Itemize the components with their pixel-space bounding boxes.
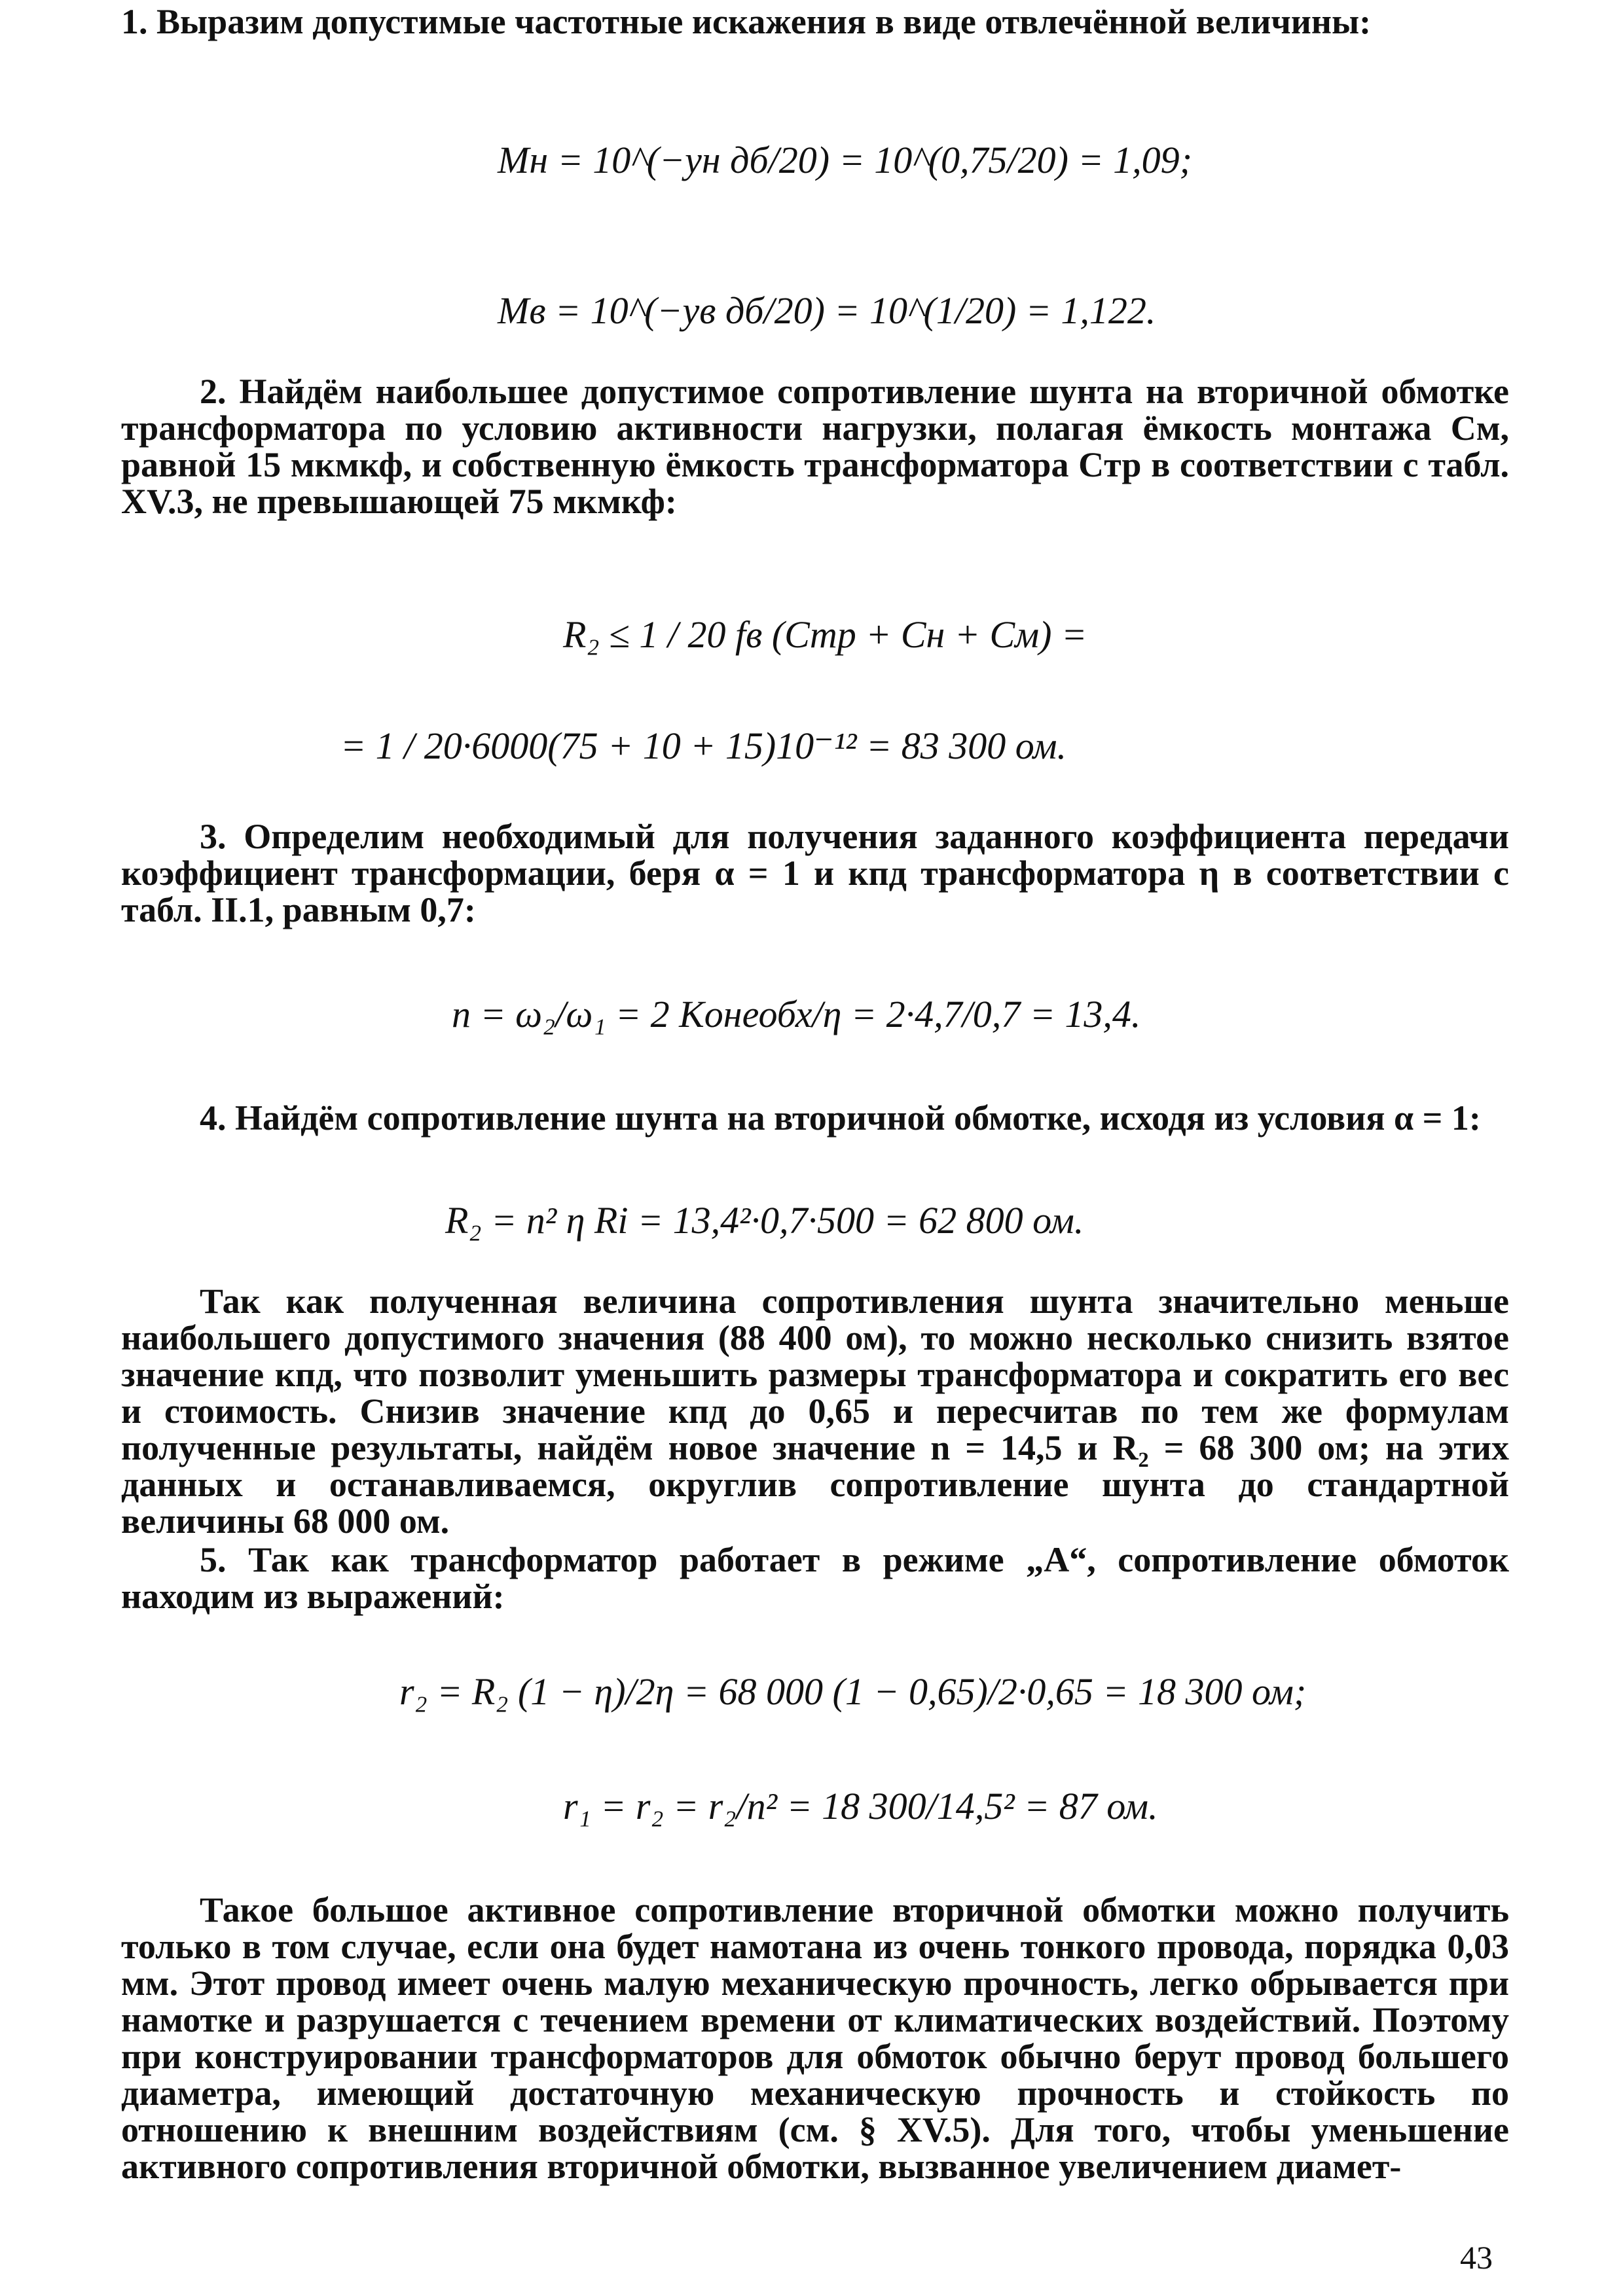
paragraph-7: Такое большое активное сопротивление вторичной обмотки можно получить только в том случае, если она будет намотана из очень тонкого провода, порядка 0,03 мм. Этот провод имеет очень малую механическую прочность, легко обрывается при намотке и разрушается с течением времени от климатических воздействий. Поэтому при конструировании трансформаторов для обмоток обычно берут провод большего диаметра, имеющий достаточную механическую прочность и стойкость по отношению к внешним воздействиям (см. § XV.5). Для того, чтобы уменьшение активного сопротивления вторичной обмотки, вызванное увеличением диамет- [121,1890,1509,2186]
formula-r2-max: R₂ ≤ 1 / 20 fв (Cтр + Cн + Cм) = [563,613,1087,656]
paragraph-3: 3. Определим необходимый для получения заданного коэффициента передачи коэффициент трансформации, беря α = 1 и кпд трансформатора η в соответствии с табл. II.1, равным 0,7: [121,817,1509,929]
paragraph-5: Так как полученная величина сопротивления шунта значительно меньше наибольшего допустимого значения (88 400 ом), то можно несколько снизить взятое значение кпд, что позволит уменьшить размеры трансформатора и сократить его вес и стоимость. Снизив значение кпд до 0,65 и пересчитав по тем же формулам полученные результаты, найдём новое значение n = 14,5 и R₂ = 68 300 ом; на этих данных и останавливаемся, округлив сопротивление шунта до стандартной величины 68 000 ом. [121,1282,1509,1541]
page-number: 43 [1460,2239,1493,2276]
formula-m-upper: Mв = 10^(−yв дб/20) = 10^(1/20) = 1,122. [498,289,1156,332]
formula-n: n = ω₂/ω₁ = 2 Kонеобх/η = 2·4,7/0,7 = 13,4. [452,993,1141,1035]
formula-m-lower: Mн = 10^(−yн дб/20) = 10^(0,75/20) = 1,09; [498,139,1192,181]
formula-r2-winding: r₂ = R₂ (1 − η)/2η = 68 000 (1 − 0,65)/2·0,65 = 18 300 ом; [399,1670,1307,1713]
formula-r2-value: = 1 / 20·6000(75 + 10 + 15)10⁻¹² = 83 300 ом. [340,725,1067,767]
paragraph-1: 1. Выразим допустимые частотные искажения в виде отвлечённой величины: [121,2,1372,41]
paragraph-2: 2. Найдём наибольшее допустимое сопротивление шунта на вторичной обмотке трансформатора по условию активности нагрузки, полагая ёмкость монтажа Cм, равной 15 мкмкф, и собственную ёмкость трансформатора Cтр в соответствии с табл. XV.3, не превышающей 75 мкмкф: [121,372,1509,521]
paragraph-4: 4. Найдём сопротивление шунта на вторичной обмотке, исходя из условия α = 1: [200,1098,1481,1138]
formula-r1-winding: r₁ = r₂ = r₂/n² = 18 300/14,5² = 87 ом. [563,1785,1158,1827]
paragraph-6: 5. Так как трансформатор работает в режиме „А“, сопротивление обмоток находим из выражений: [121,1540,1509,1616]
formula-r2-shunt: R₂ = n² η Ri = 13,4²·0,7·500 = 62 800 ом. [445,1199,1084,1242]
